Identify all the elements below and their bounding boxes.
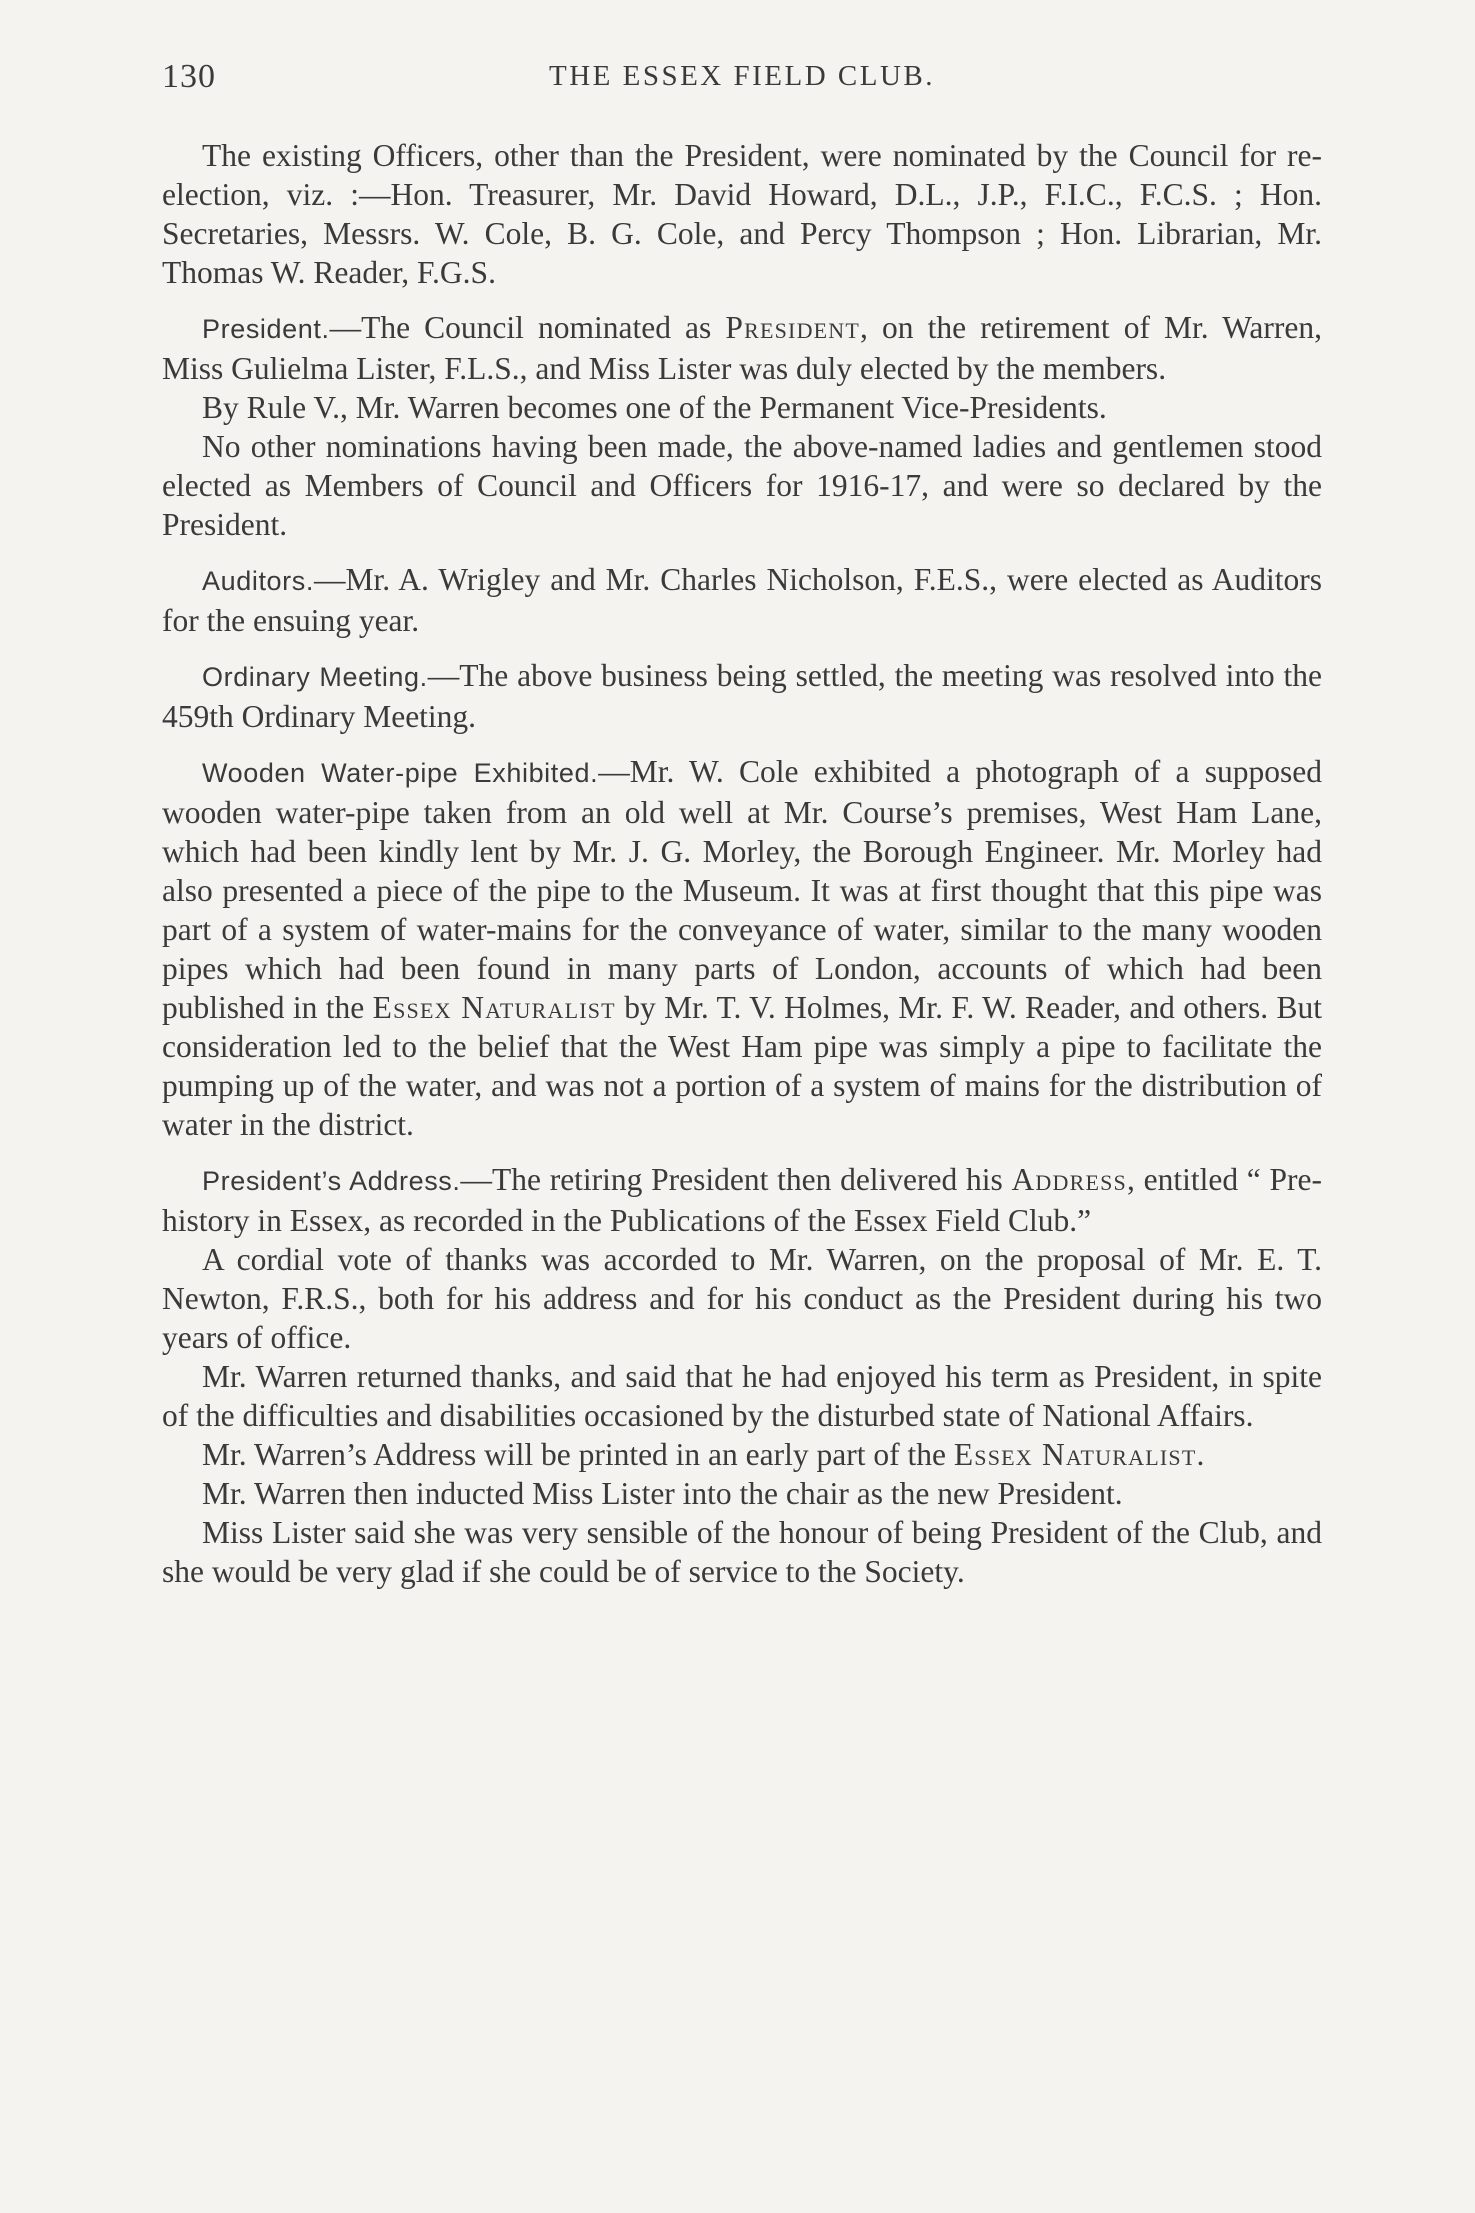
page-body — [162, 136, 1322, 1591]
paragraph-officers: The existing Officers, other than the President, were nominated by the Council for re-election, viz. :—Hon. Treasurer, Mr. David Howard, D.L., J.P., F.I.C., F.C.S. ; Hon. Secretaries, Messrs. W. Cole, B. G. Cole, and Percy Thompson ; Hon. Librarian, Mr. Thomas W. Reader, F.G.S. — [162, 138, 1322, 290]
paragraph-president: President.—The Council nominated as President, on the retirement of Mr. Warren, Miss Gulielma Lister, F.L.S., and Miss Lister was duly elected by the members. — [162, 310, 1322, 386]
paragraph-inducted: Mr. Warren then inducted Miss Lister into the chair as the new President. — [202, 1476, 1123, 1511]
paragraph-no-other-nominations: No other nominations having been made, the above-named ladies and gentlemen stood elected as Members of Council and Officers for 1916-17, and were so declared by the President. — [162, 429, 1322, 542]
paragraph-ordinary-meeting: Ordinary Meeting.—The above business being settled, the meeting was resolved into the 459th Ordinary Meeting. — [162, 658, 1322, 734]
page-number: 130 — [162, 58, 216, 95]
paragraph-vote-of-thanks: A cordial vote of thanks was accorded to Mr. Warren, on the proposal of Mr. E. T. Newton, F.R.S., both for his address and for his conduct as the President during his two years of office. — [162, 1242, 1322, 1355]
running-title: THE ESSEX FIELD CLUB. — [549, 60, 935, 92]
paragraph-rule-v: By Rule V., Mr. Warren becomes one of the Permanent Vice-Presidents. — [202, 390, 1107, 425]
paragraph-miss-lister: Miss Lister said she was very sensible of the honour of being President of the Club, and she would be very glad if she could be of service to the Society. — [162, 1515, 1322, 1589]
page-header — [162, 58, 1322, 102]
heading-auditors: Auditors. — [202, 566, 314, 596]
paragraph-auditors: Auditors.—Mr. A. Wrigley and Mr. Charles Nicholson, F.E.S., were elected as Auditors for the ensuing year. — [162, 562, 1322, 638]
heading-presidents-address: President’s Address. — [202, 1166, 461, 1196]
heading-president: President. — [202, 314, 330, 344]
paragraph-wooden-water-pipe: Wooden Water-pipe Exhibited.—Mr. W. Cole exhibited a photograph of a supposed wooden water-pipe taken from an old well at Mr. Course’s premises, West Ham Lane, which had been kindly lent by Mr. J. G. Morley, the Borough Engineer. Mr. Morley had also presented a piece of the pipe to the Museum. It was at first thought that this pipe was part of a system of water-mains for the conveyance of water, similar to the many wooden pipes which had been found in many parts of London, accounts of which had been published in the Essex Naturalist by Mr. T. V. Holmes, Mr. F. W. Reader, and others. But consideration led to the belief that the West Ham pipe was simply a pipe to facilitate the pumping up of the water, and was not a portion of a system of mains for the distribution of water in the district. — [162, 754, 1323, 1142]
heading-ordinary-meeting: Ordinary Meeting. — [202, 662, 428, 692]
paragraph-address-printed: Mr. Warren’s Address will be printed in an early part of the Essex Naturalist. — [202, 1437, 1205, 1472]
heading-wooden-water-pipe: Wooden Water-pipe Exhibited. — [202, 758, 599, 788]
paragraph-presidents-address: President’s Address.—The retiring President then delivered his Address, entitled “ Pre-history in Essex, as recorded in the Publications of the Essex Field Club.” — [162, 1162, 1322, 1238]
paragraph-returned-thanks: Mr. Warren returned thanks, and said that he had enjoyed his term as President, in spite of the difficulties and disabilities occasioned by the disturbed state of National Affairs. — [162, 1359, 1322, 1433]
